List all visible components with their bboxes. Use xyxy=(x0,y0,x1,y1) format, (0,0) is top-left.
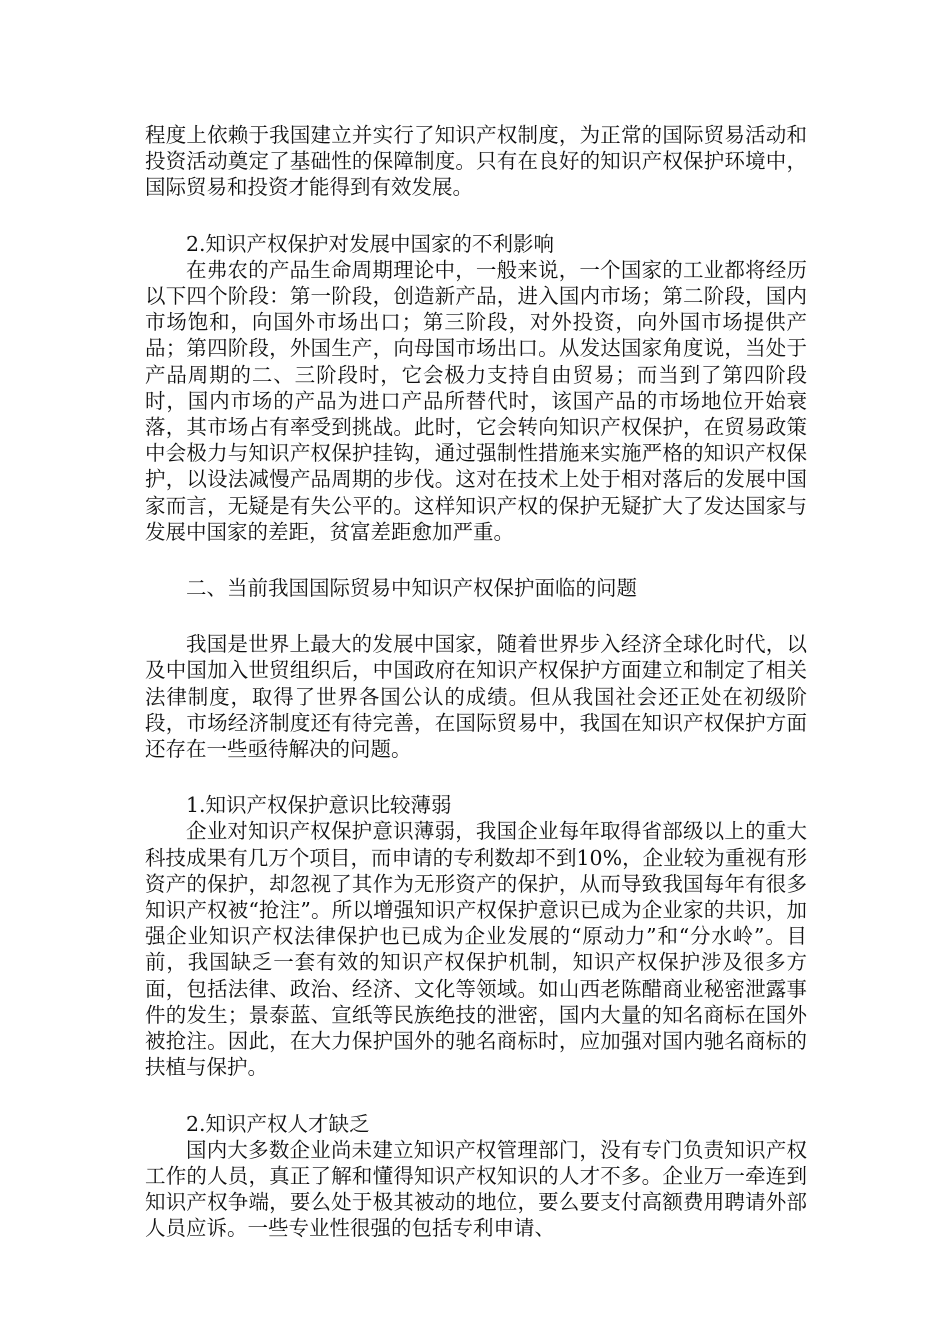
spacer xyxy=(145,601,807,631)
spacer xyxy=(145,1081,807,1111)
spacer xyxy=(145,545,807,575)
spacer xyxy=(145,762,807,792)
paragraph-intro: 我国是世界上最大的发展中国家，随着世界步入经济全球化时代，以及中国加入世贸组织后，中国政府在知识产权保护方面建立和制定了相关法律制度，取得了世界各国公认的成绩。但从我国社会还正处在初级阶段，市场经济制度还有待完善，在国际贸易中，我国在知识产权保护方面还存在一些亟待解决的问题。 xyxy=(145,632,807,762)
paragraph-continuation: 程度上依赖于我国建立并实行了知识产权制度，为正常的国际贸易活动和投资活动奠定了基础性的保障制度。只有在良好的知识产权保护环境中，国际贸易和投资才能得到有效发展。 xyxy=(145,123,807,200)
document-page xyxy=(145,122,807,1242)
subheading-talent: 2.知识产权人才缺乏 xyxy=(186,1111,370,1136)
paragraph-talent: 国内大多数企业尚未建立知识产权管理部门，没有专门负责知识产权工作的人员，真正了解和懂得知识产权知识的人才不多。企业万一牵连到知识产权争端，要么处于极其被动的地位，要么要支付高额费用聘请外部人员应诉。一些专业性很强的包括专利申请、 xyxy=(145,1137,807,1241)
subheading-awareness: 1.知识产权保护意识比较薄弱 xyxy=(186,793,452,818)
spacer xyxy=(145,201,807,231)
section-heading-problems: 二、当前我国国际贸易中知识产权保护面临的问题 xyxy=(186,576,637,601)
paragraph-awareness: 企业对知识产权保护意识薄弱，我国企业每年取得省部级以上的重大科技成果有几万个项目，而申请的专利数却不到10%，企业较为重视有形资产的保护，却忽视了其作为无形资产的保护，从而导致我国每年有很多知识产权被“抢注”。所以增强知识产权保护意识已成为企业家的共识，加强企业知识产权法律保护也已成为企业发展的“原动力”和“分水岭”。目前，我国缺乏一套有效的知识产权保护机制，知识产权保护涉及很多方面，包括法律、政治、经济、文化等领域。如山西老陈醋商业秘密泄露事件的发生；景泰蓝、宣纸等民族绝技的泄密，国内大量的知名商标在国外被抢注。因此，在大力保护国外的驰名商标时，应加强对国内驰名商标的扶植与保护。 xyxy=(145,819,807,1080)
subheading-negative-impact: 2.知识产权保护对发展中国家的不利影响 xyxy=(186,231,555,256)
paragraph-vernon-theory: 在弗农的产品生命周期理论中，一般来说，一个国家的工业都将经历以下四个阶段：第一阶段，创造新产品，进入国内市场；第二阶段，国内市场饱和，向国外市场出口；第三阶段，对外投资，向外国市场提供产品；第四阶段，外国生产，向母国市场出口。从发达国家角度说，当处于产品周期的二、三阶段时，它会极力支持自由贸易；而当到了第四阶段时，国内市场的产品为进口产品所替代时，该国产品的市场地位开始衰落，其市场占有率受到挑战。此时，它会转向知识产权保护，在贸易政策中会极力与知识产权保护挂钩，通过强制性措施来实施严格的知识产权保护，以设法减慢产品周期的步伐。这对在技术上处于相对落后的发展中国家而言，无疑是有失公平的。这样知识产权的保护无疑扩大了发达国家与发展中国家的差距，贫富差距愈加严重。 xyxy=(145,257,807,544)
